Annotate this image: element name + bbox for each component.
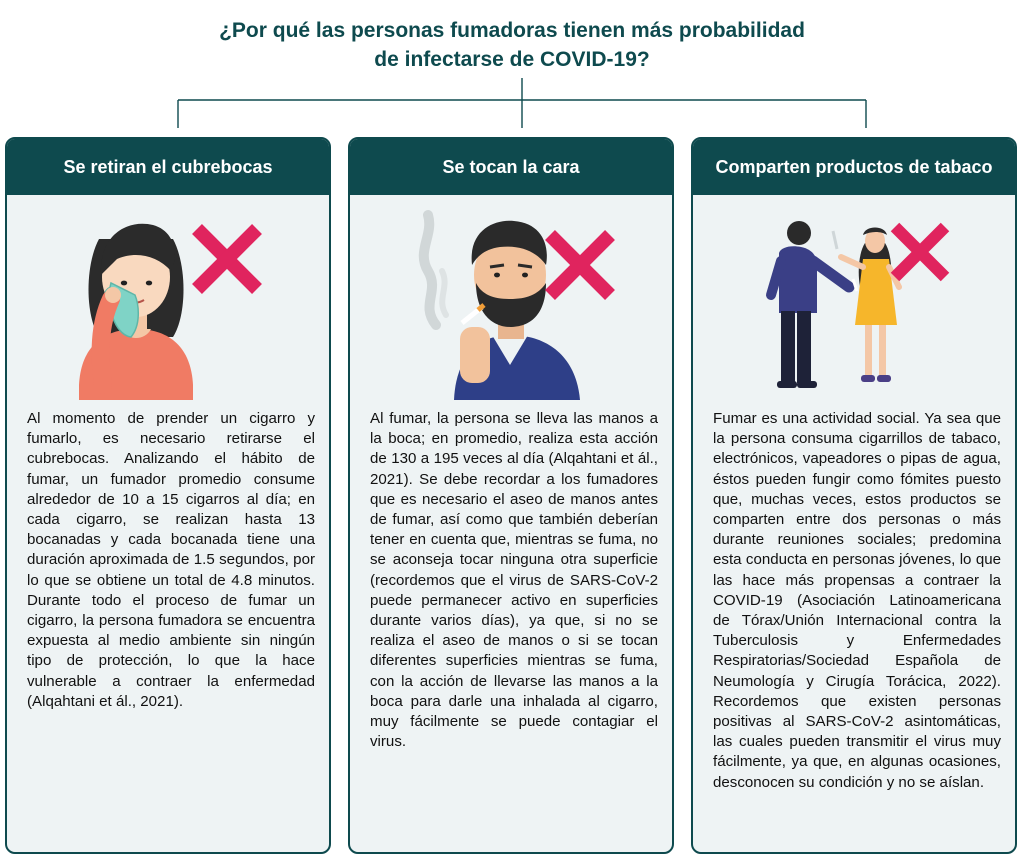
card-touch-face — [348, 137, 674, 854]
card-title: Se retiran el cubrebocas — [7, 139, 329, 195]
woman-removing-mask-icon — [7, 195, 329, 400]
card-body-text: Al fumar, la persona se lleva las manos a la boca; en promedio, realiza esta acción de 130 a 195 veces al día (Alqahtani et ál., 2021). Se debe recordar a los fumadores que es necesario el aseo de manos antes de fumar, así como que también deberían tener en cuenta que, mientras se fuma, no se aconseja tocar ninguna otra superficie (recordemos que el virus de SARS-CoV-2 puede permanecer activo en superficies durante varios días), ya que, si no se realiza el aseo de manos o si se tocan diferentes superficies mientras se fuma, con la acción de llevarse las manos a la boca para darle una inhalada al cigarro, muy fácilmente se puede contagiar el virus. — [370, 410, 658, 751]
card-remove-mask — [5, 137, 331, 854]
people-sharing-cigarette-icon — [693, 195, 1015, 400]
card-body-text: Al momento de prender un cigarro y fumarlo, es necesario retirarse el cubrebocas. Analizando el hábito de fumar, un fumador promedio consume alrededor de 10 a 15 cigarros al día; en cada cigarro, se realizan hasta 13 bocanadas y cada bocanada tiene una duración aproximada de 1.5 segundos, por lo que se obtiene un total de 4.8 minutos. Durante todo el proceso de fumar un cigarro, la persona fumadora se encuentra expuesta al medio ambiente sin ningún tipo de protección, lo que la hace vulnerable a contraer la enfermedad (Alqahtani et ál., 2021). — [27, 410, 315, 710]
card-body-text: Fumar es una actividad social. Ya sea que la persona consuma cigarrillos de tabaco, electrónicos, vapeadores o pipas de agua, éstos pueden fungir como fómites puesto que, muchas veces, estos productos se comparten entre dos personas o más durante reuniones sociales; predomina esta conducta en personas jóvenes, lo que las hace más propensas a contraer la COVID-19 (Asociación Latinoamericana de Tórax/Unión Internacional contra la Tuberculosis y Enfermedades Respiratorias/Sociedad Española de Neumología y Cirugía Torácica, 2022). Recordemos que existen personas positivas al SARS-CoV-2 asintomáticas, las cuales pueden transmitir el virus muy fácilmente, ya que, en algunas ocasiones, desconocen su condición y no se aíslan. — [713, 410, 1001, 791]
card-share-tobacco — [691, 137, 1017, 854]
man-smoking-icon — [350, 195, 672, 400]
title-line-1: ¿Por qué las personas fumadoras tienen más probabilidad — [219, 19, 805, 42]
tree-connector — [0, 0, 1024, 140]
card-title: Se tocan la cara — [350, 139, 672, 195]
title-line-2: de infectarse de COVID-19? — [374, 48, 650, 71]
card-title: Comparten productos de tabaco — [693, 139, 1015, 195]
